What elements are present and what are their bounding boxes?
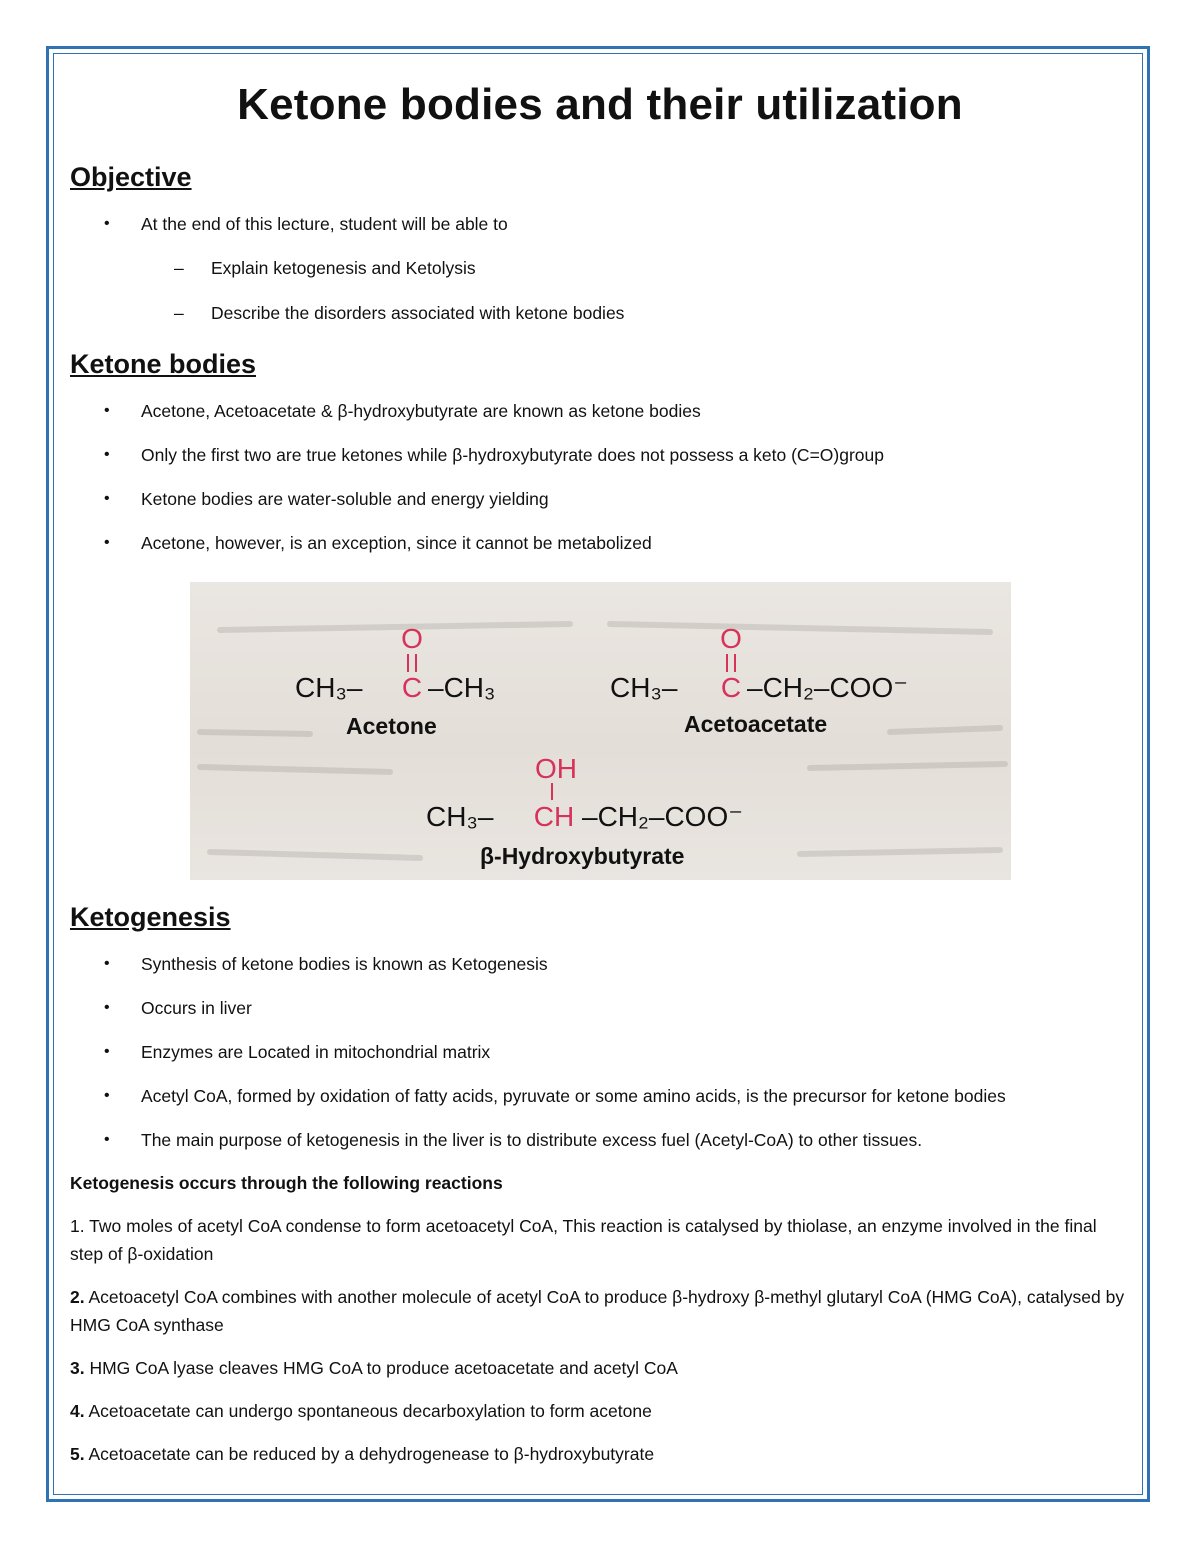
reaction-number: 4. (70, 1401, 85, 1421)
reaction-item (70, 1354, 1130, 1382)
list-item: • The main purpose of ketogenesis in the liver is to distribute excess fuel (Acetyl-CoA) to other tissues. (70, 1129, 1130, 1151)
reaction-text: Two moles of acetyl CoA condense to form acetoacetyl CoA, This reaction is catalysed by thiolase, an enzyme involved in the final step of β-oxidation (70, 1216, 1097, 1264)
acetone-formula-right: –CH₃ (428, 672, 496, 703)
objective-list (70, 213, 1130, 235)
page-title: Ketone bodies and their utilization (237, 80, 963, 129)
document-body (70, 80, 1130, 554)
hydroxybutyrate-label: β-Hydroxybutyrate (480, 843, 685, 869)
ketone-bodies-heading: Ketone bodies (70, 349, 257, 379)
reaction-item (70, 1397, 1130, 1425)
acetone-carbon: C (401, 672, 423, 703)
list-item: • Ketone bodies are water-soluble and energy yielding (70, 488, 1130, 510)
list-item: • Synthesis of ketone bodies is known as Ketogenesis (70, 953, 1130, 975)
acetoacetate-label: Acetoacetate (684, 711, 828, 737)
acetoacetate-structure (610, 623, 908, 737)
ketone-bodies-list (70, 400, 1130, 554)
ketogenesis-heading: Ketogenesis (70, 902, 231, 932)
hydroxybutyrate-formula-left: CH₃– (426, 801, 494, 832)
list-item: • Acetyl CoA, formed by oxidation of fatty acids, pyruvate or some amino acids, is the precursor for ketone bodies (70, 1085, 1130, 1107)
reaction-number: 5. (70, 1444, 85, 1464)
acetone-formula-left: CH₃– (295, 672, 363, 703)
ketone-structures-figure (190, 582, 1011, 880)
reaction-number: 3. (70, 1358, 85, 1378)
ketogenesis-section (70, 902, 1130, 1468)
reaction-text: Acetoacetate can be reduced by a dehydrogenease to β-hydroxybutyrate (84, 1444, 655, 1464)
reaction-text: Acetoacetyl CoA combines with another molecule of acetyl CoA to produce β-hydroxy β-methyl glutaryl CoA (HMG CoA), catalysed by HMG CoA synthase (70, 1287, 1125, 1335)
objective-heading: Objective (70, 162, 192, 192)
objective-item: – Describe the disorders associated with ketone bodies (70, 302, 1130, 324)
objective-subitems (70, 257, 1130, 324)
list-item: • Acetone, however, is an exception, since it cannot be metabolized (70, 532, 1130, 554)
hydroxybutyrate-formula-right: –CH₂–COO⁻ (582, 801, 744, 832)
reaction-number: 2. (70, 1287, 85, 1307)
objective-item: – Explain ketogenesis and Ketolysis (70, 257, 1130, 279)
reaction-number: 1. (70, 1216, 85, 1236)
acetone-structure (295, 623, 495, 739)
acetone-oxygen: O (401, 623, 423, 654)
reaction-item (70, 1283, 1130, 1339)
reaction-item (70, 1212, 1130, 1268)
list-item: • Occurs in liver (70, 997, 1130, 1019)
reaction-text: Acetoacetate can undergo spontaneous decarboxylation to form acetone (84, 1401, 652, 1421)
reactions-heading: Ketogenesis occurs through the following reactions (70, 1173, 503, 1193)
ketogenesis-list (70, 953, 1130, 1151)
list-item: • Only the first two are true ketones while β-hydroxybutyrate does not possess a keto (C=O)group (70, 444, 1130, 466)
acetoacetate-oxygen: O (720, 623, 742, 654)
acetoacetate-formula-left: CH₃– (610, 672, 678, 703)
reaction-item (70, 1440, 1130, 1468)
objective-intro: • At the end of this lecture, student will be able to (70, 213, 1130, 235)
hydroxybutyrate-structure (426, 753, 743, 869)
list-item: • Acetone, Acetoacetate & β-hydroxybutyrate are known as ketone bodies (70, 400, 1130, 422)
reaction-text: HMG CoA lyase cleaves HMG CoA to produce acetoacetate and acetyl CoA (84, 1358, 678, 1378)
hydroxybutyrate-hydroxyl: OH (535, 753, 577, 784)
acetone-label: Acetone (346, 713, 437, 739)
hydroxybutyrate-carbon: CH (533, 801, 575, 832)
acetoacetate-formula-right: –CH₂–COO⁻ (747, 672, 909, 703)
acetoacetate-carbon: C (720, 672, 742, 703)
list-item: • Enzymes are Located in mitochondrial matrix (70, 1041, 1130, 1063)
